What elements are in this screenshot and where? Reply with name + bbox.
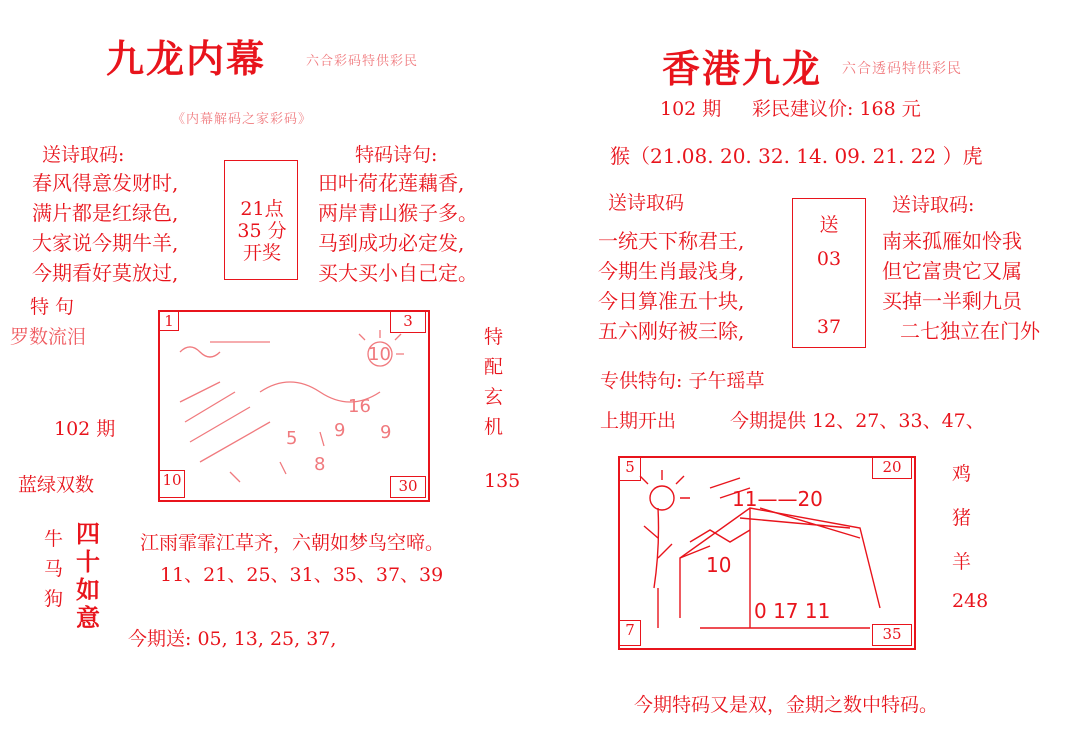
left-faint-note: 《内幕解码之家彩码》 xyxy=(172,112,313,127)
luo-shu-label: 罗数流泪 xyxy=(10,326,87,348)
right-poem-header-right: 送诗取码: xyxy=(892,194,975,216)
draw-time xyxy=(230,198,294,264)
right-subtitle: 六合透码特供彩民 xyxy=(842,61,962,77)
right-corner-tl: 5 xyxy=(619,457,641,481)
right-poem-line: 今日算准五十块, xyxy=(598,289,745,313)
send-box-num2: 37 xyxy=(816,316,842,338)
left-poem-line: 满片都是红绿色, xyxy=(32,201,179,225)
left-title: 九龙内幕 xyxy=(106,36,267,81)
num-248: 248 xyxy=(952,590,989,612)
side-animals xyxy=(952,452,971,584)
draw-time-minute: 35 分 xyxy=(237,220,287,242)
right-title: 香港九龙 xyxy=(662,46,823,91)
te-pei-char: 配 xyxy=(484,356,504,378)
te-pei-column xyxy=(484,322,503,442)
si-shi-char: 意 xyxy=(76,603,100,632)
left-corner-tl: 1 xyxy=(159,311,179,331)
right-sketch-drawing xyxy=(620,458,910,644)
left-corner-tr: 3 xyxy=(390,311,426,333)
draw-time-label: 开奖 xyxy=(242,242,281,264)
num-135: 135 xyxy=(484,470,521,492)
last-open: 上期开出 xyxy=(600,410,677,432)
right-poem-right xyxy=(882,226,1040,346)
left-corner-bl: 10 xyxy=(159,470,185,498)
left-poem xyxy=(32,168,178,288)
animal-char: 马 xyxy=(44,558,64,580)
sketch-text: 11——20 xyxy=(732,487,823,511)
left-poem-right-line: 两岸青山猴子多。 xyxy=(318,201,478,225)
animal-char: 狗 xyxy=(44,588,64,610)
right-poem-line: 一统天下称君王, xyxy=(598,229,745,253)
side-animal: 鸡 xyxy=(952,463,972,485)
left-numbers: 11、21、25、31、35、37、39 xyxy=(160,564,444,586)
left-corner-br: 30 xyxy=(390,476,426,498)
left-sketch-drawing xyxy=(160,312,424,496)
side-animal: 羊 xyxy=(952,551,972,573)
right-poem-header: 送诗取码 xyxy=(608,192,685,214)
animal-char: 牛 xyxy=(44,528,64,550)
te-ju-label: 特 句 xyxy=(30,296,75,318)
left-poem-line: 春风得意发财时, xyxy=(32,171,179,195)
right-corner-br: 35 xyxy=(872,624,912,646)
right-poem-left xyxy=(598,226,744,346)
left-verse: 江雨霏霏江草齐，六朝如梦鸟空啼。 xyxy=(140,532,445,554)
right-corner-bl: 7 xyxy=(619,620,641,646)
si-shi-char: 十 xyxy=(76,547,100,576)
left-poem-right-line: 买大买小自己定。 xyxy=(318,261,478,285)
te-pei-char: 玄 xyxy=(484,386,504,408)
animals-col2 xyxy=(76,520,100,632)
send-box-num1: 03 xyxy=(816,248,842,270)
te-pei-char: 机 xyxy=(484,416,504,438)
left-issue: 102 期 xyxy=(54,418,116,440)
right-poem-right-line: 买掉一半剩九员 xyxy=(882,289,1022,313)
sketch-num: 8 xyxy=(314,454,326,475)
animals-col1 xyxy=(44,524,63,614)
right-price: 彩民建议价: 168 元 xyxy=(752,98,921,120)
draw-time-hour: 21点 xyxy=(240,198,284,220)
sketch-num: 16 xyxy=(348,396,371,417)
left-poem-right-line: 田叶荷花莲藕香, xyxy=(318,171,465,195)
si-shi-char: 如 xyxy=(76,575,100,604)
left-poem-line: 大家说今期牛羊, xyxy=(32,231,179,255)
right-poem-line: 今期生肖最浅身, xyxy=(598,259,745,283)
left-poem-right-line: 马到成功必定发, xyxy=(318,231,465,255)
lan-lv-label: 蓝绿双数 xyxy=(18,474,95,496)
sketch-num: 5 xyxy=(286,428,298,449)
sketch-num: 10 xyxy=(368,344,391,365)
right-poem-line: 五六刚好被三除, xyxy=(598,319,745,343)
send-box-label: 送 xyxy=(819,214,839,236)
right-poem-right-line: 二七独立在门外 xyxy=(900,319,1040,343)
left-poem-line: 今期看好莫放过, xyxy=(32,261,179,285)
right-issue: 102 期 xyxy=(660,98,722,120)
right-bottom-line: 今期特码又是双，金期之数中特码。 xyxy=(634,694,939,716)
te-pei-char: 特 xyxy=(484,326,504,348)
left-poem-header: 送诗取码: xyxy=(42,144,125,166)
special-line: 专供特句: 子午瑶草 xyxy=(600,370,765,392)
right-poem-right-line: 南来孤雁如怜我 xyxy=(882,229,1022,253)
this-provide: 今期提供 12、27、33、47、 xyxy=(730,410,985,432)
right-poem-right-line: 但它富贵它又属 xyxy=(882,259,1022,283)
right-corner-tr: 20 xyxy=(872,457,912,479)
today-send: 今期送: 05, 13, 25, 37, xyxy=(128,628,337,650)
sketch-text: 10 xyxy=(706,553,732,577)
si-shi-char: 四 xyxy=(76,519,100,548)
side-animal: 猪 xyxy=(952,507,972,529)
left-poem-header-right: 特码诗句: xyxy=(355,144,438,166)
left-subtitle: 六合彩码特供彩民 xyxy=(306,54,419,69)
monkey-line: 猴（21.08. 20. 32. 14. 09. 21. 22 ）虎 xyxy=(610,144,983,168)
sketch-num: 9 xyxy=(334,420,346,441)
sketch-text: 0 17 11 xyxy=(754,599,831,623)
sketch-num: 9 xyxy=(380,422,392,443)
right-poem-left-panel xyxy=(318,168,478,288)
